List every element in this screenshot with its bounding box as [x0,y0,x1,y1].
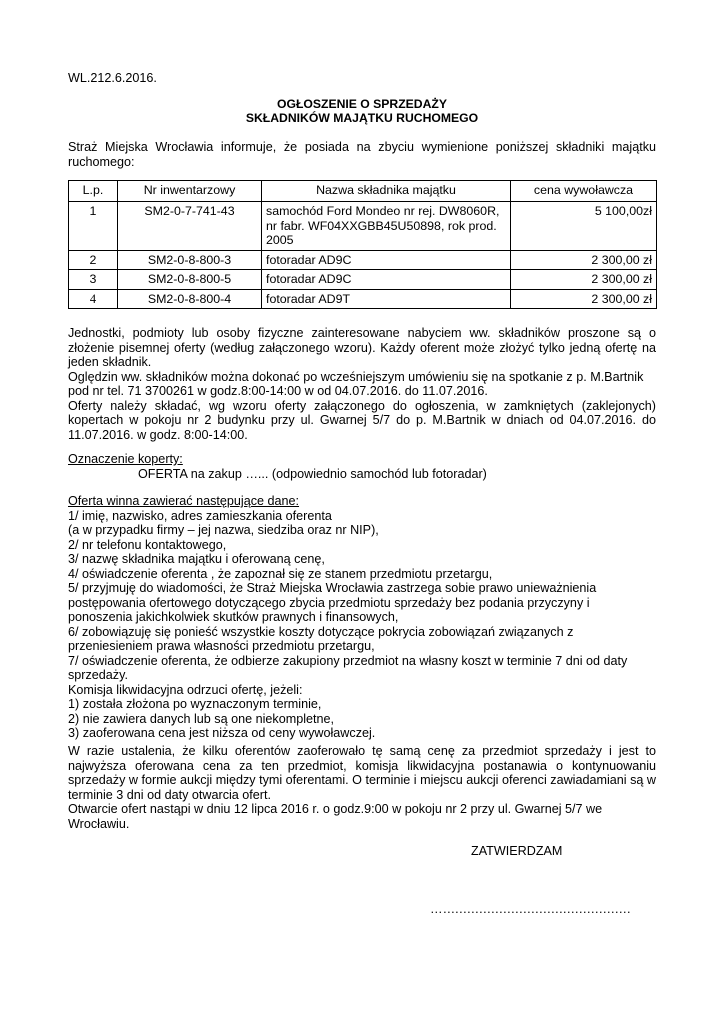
list-item: 7/ oświadczenie oferenta, że odbierze zakupiony przedmiot na własny koszt w terminie 7 dni od daty sprzedaży. [68,653,628,682]
conditions-section [68,326,656,442]
list-item: 4/ oświadczenie oferenta , że zapoznał się ze stanem przedmiotu przetargu, [68,566,493,581]
header-asset-name: Nazwa składnika majątku [262,181,511,202]
inspection-contact-line: pod nr tel. 71 3700261 w godz.8:00-14:00 w od 04.07.2016. do 11.07.2016. [68,384,488,398]
envelope-section [68,452,656,481]
cell-inventory-number: SM2-0-8-800-3 [118,250,262,270]
cell-price: 5 100,00zł [511,202,657,251]
title-line-1: OGŁOSZENIE O SPRZEDAŻY [277,97,447,111]
cell-lp: 3 [69,270,118,290]
closing-section [68,744,656,831]
list-item: 3) zaoferowana cena jest niższa od ceny wywoławczej. [68,726,376,740]
cell-price: 2 300,00 zł [511,289,657,309]
list-item: 1) została złożona po wyznaczonym terminie, [68,697,322,711]
header-lp: L.p. [69,181,118,202]
table-row [69,202,657,251]
list-item: 2/ nr telefonu kontaktowego, [68,537,227,552]
cell-asset-name: fotoradar AD9T [262,289,511,309]
header-inventory-number: Nr inwentarzowy [118,181,262,202]
header-starting-price: cena wywoławcza [511,181,657,202]
offer-requirements-section [68,494,656,741]
signature-line: …............................................... [430,902,632,916]
table-row [69,289,657,309]
list-item: 5/ przyjmuję do wiadomości, że Straż Miejska Wrocławia zastrzega sobie prawo unieważnienia postępowania ofertowego dotyczącego zbycia przedmiotu sprzedaży bez podania przyczyny i ponoszenia jakichkolwiek skutków prawnych i finansowych, [68,581,597,624]
offer-requirements-heading: Oferta winna zawierać następujące dane: [68,494,300,508]
list-item: (a w przypadku firmy – jej nazwa, siedziba oraz nr NIP), [68,523,379,537]
opening-date-paragraph: Otwarcie ofert nastąpi w dniu 12 lipca 2016 r. o godz.9:00 w pokoju nr 2 przy ul. Gwarnej 5/7 we Wrocławiu. [68,802,603,831]
list-item: 6/ zobowiązuję się ponieść wszystkie koszty dotyczące pokrycia zobowiązań związanych z przeniesieniem prawa własności przedmiotu przetargu, [68,624,574,653]
document-title [68,97,656,125]
offer-submission-paragraph: Jednostki, podmioty lub osoby fizyczne zainteresowane nabyciem ww. składników proszone są o złożenie pisemnej oferty (według załączonego wzoru). Każdy oferent może złożyć tylko jedną ofertę na jeden składnik. [68,326,656,369]
cell-lp: 4 [69,289,118,309]
envelope-text: OFERTA na zakup …... (odpowiednio samochód lub fotoradar) [138,466,487,481]
approval-label: ZATWIERDZAM [471,844,563,858]
intro-paragraph: Straż Miejska Wrocławia informuje, że posiada na zbyciu wymienione poniższej składniki majątku ruchomego: [68,140,656,169]
table-row [69,270,657,290]
cell-price: 2 300,00 zł [511,270,657,290]
cell-asset-name: samochód Ford Mondeo nr rej. DW8060R, nr fabr. WF04XXGBB45U50898, rok prod. 2005 [262,202,511,251]
assets-table [68,180,657,309]
envelope-heading: Oznaczenie koperty: [68,452,183,466]
list-item: 3/ nazwę składnika majątku i oferowaną cenę, [68,552,325,566]
cell-asset-name: fotoradar AD9C [262,250,511,270]
cell-inventory-number: SM2-0-8-800-4 [118,289,262,309]
cell-inventory-number: SM2-0-8-800-5 [118,270,262,290]
title-line-2: SKŁADNIKÓW MAJĄTKU RUCHOMEGO [245,111,479,125]
cell-lp: 2 [69,250,118,270]
offer-delivery-paragraph: Oferty należy składać, wg wzoru oferty załączonego do ogłoszenia, w zamkniętych (zaklejonych) kopertach w pokoju nr 2 budynku przy ul. Gwarnej 5/7 do p. M.Bartnik w dniach od 04.07.2016. do 11.07.2016. w godz. 8:00-14:00. [68,398,656,442]
cell-inventory-number: SM2-0-7-741-43 [118,202,262,251]
list-item: 1/ imię, nazwisko, adres zamieszkania oferenta [68,508,332,523]
auction-paragraph: W razie ustalenia, że kilku oferentów zaoferowało tę samą cenę za przedmiot sprzedaży i jest to najwyższa oferowana cena za ten przedmiot, komisja likwidacyjna postanawia o kontynuowaniu sprzedaży w formie aukcji między tymi oferentami. O terminie i miejscu aukcji oferenci zawiadamiani są w terminie 3 dni od daty otwarcia ofert. [68,744,656,802]
cell-lp: 1 [69,202,118,251]
table-header-row [69,181,657,202]
inspection-line: Oględzin ww. składników można dokonać po wcześniejszym umówieniu się na spotkanie z p. M.Bartnik [68,369,644,384]
reference-number: WL.212.6.2016. [68,71,157,85]
list-item: 2) nie zawiera danych lub są one niekompletne, [68,711,335,726]
table-row [69,250,657,270]
cell-asset-name: fotoradar AD9C [262,270,511,290]
rejection-heading: Komisja likwidacyjna odrzuci ofertę, jeżeli: [68,682,303,697]
cell-price: 2 300,00 zł [511,250,657,270]
